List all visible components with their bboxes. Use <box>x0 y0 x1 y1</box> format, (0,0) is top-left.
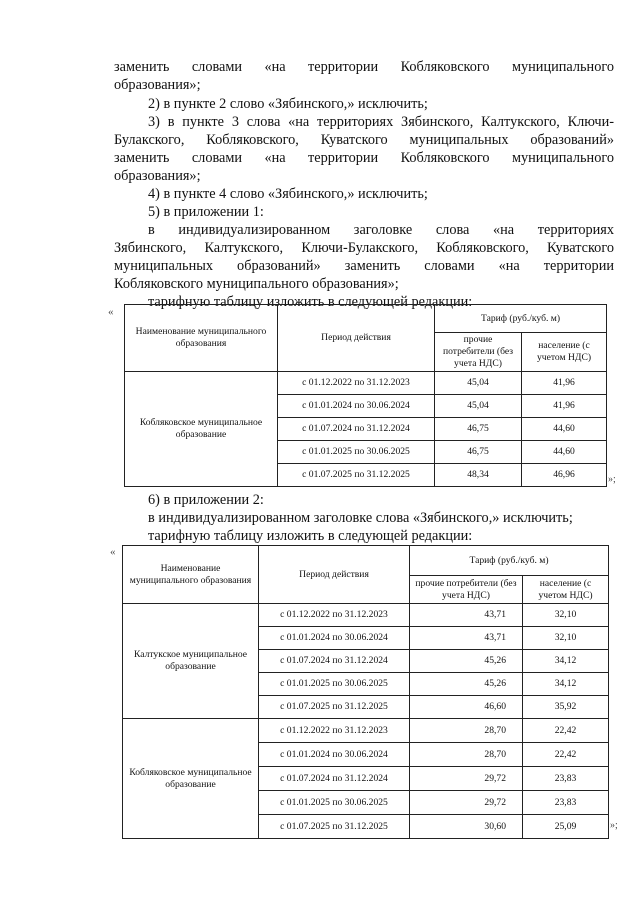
text-line: Зябинского, Калтукского, Ключи-Булакского, Кобляковского, Куватского <box>114 240 614 256</box>
period-cell: с 01.07.2025 по 31.12.2025 <box>259 696 410 719</box>
text-line: 3) в пункте 3 слова «на территориях Зябинского, Калтукского, Ключи- <box>148 114 614 130</box>
population-value: 32,10 <box>523 604 609 627</box>
header-others: прочие потребители (без учета НДС) <box>410 576 523 604</box>
population-value: 41,96 <box>522 372 607 395</box>
text-line: 6) в приложении 2: <box>148 492 264 508</box>
table-row <box>125 372 607 395</box>
municipality-name: Калтукское муниципальное образование <box>123 604 259 719</box>
population-value: 44,60 <box>522 418 607 441</box>
period-cell: с 01.01.2025 по 30.06.2025 <box>278 441 435 464</box>
municipality-name: Кобляковское муниципальное образование <box>125 372 278 487</box>
text-line: муниципальных образований» заменить словами «на территории <box>114 258 614 274</box>
others-value: 30,60 <box>410 815 523 839</box>
period-cell: с 01.07.2025 по 31.12.2025 <box>278 464 435 487</box>
population-value: 32,10 <box>523 627 609 650</box>
population-value: 22,42 <box>523 743 609 767</box>
period-cell: с 01.07.2024 по 31.12.2024 <box>278 418 435 441</box>
text-line: в индивидуализированном заголовке слова «на территориях <box>148 222 614 238</box>
period-cell: с 01.07.2024 по 31.12.2024 <box>259 767 410 791</box>
others-value: 45,04 <box>435 372 522 395</box>
period-cell: с 01.01.2024 по 30.06.2024 <box>278 395 435 418</box>
header-population: население (с учетом НДС) <box>523 576 609 604</box>
others-value: 29,72 <box>410 791 523 815</box>
others-value: 48,34 <box>435 464 522 487</box>
header-tariff: Тариф (руб./куб. м) <box>410 546 609 576</box>
period-cell: с 01.01.2024 по 30.06.2024 <box>259 743 410 767</box>
municipality-name: Кобляковское муниципальное образование <box>123 719 259 839</box>
others-value: 43,71 <box>410 627 523 650</box>
open-quote: « <box>108 306 114 318</box>
closing-quote: »; <box>610 820 618 831</box>
text-line: заменить словами «на территории Кобляковского муниципального <box>114 150 614 166</box>
period-cell: с 01.07.2024 по 31.12.2024 <box>259 650 410 673</box>
header-population: население (с учетом НДС) <box>522 333 607 372</box>
text-line: заменить словами «на территории Кобляковского муниципального <box>114 59 614 75</box>
population-value: 23,83 <box>523 791 609 815</box>
period-cell: с 01.12.2022 по 31.12.2023 <box>259 719 410 743</box>
others-value: 29,72 <box>410 767 523 791</box>
population-value: 35,92 <box>523 696 609 719</box>
others-value: 43,71 <box>410 604 523 627</box>
text-line: тарифную таблицу изложить в следующей редакции: <box>148 294 473 310</box>
others-value: 46,75 <box>435 441 522 464</box>
open-quote: « <box>110 546 116 558</box>
header-period: Период действия <box>278 305 435 372</box>
population-value: 25,09 <box>523 815 609 839</box>
population-value: 34,12 <box>523 650 609 673</box>
others-value: 45,26 <box>410 673 523 696</box>
text-line: Булакского, Кобляковского, Куватского муниципальных образований» <box>114 132 614 148</box>
period-cell: с 01.01.2024 по 30.06.2024 <box>259 627 410 650</box>
text-line: образования»; <box>114 77 201 93</box>
closing-quote: »; <box>608 474 616 485</box>
header-others: прочие потребители (без учета НДС) <box>435 333 522 372</box>
population-value: 46,96 <box>522 464 607 487</box>
text-line: 5) в приложении 1: <box>148 204 264 220</box>
period-cell: с 01.12.2022 по 31.12.2023 <box>259 604 410 627</box>
table-row <box>123 719 609 743</box>
text-line: Кобляковского муниципального образования»; <box>114 276 399 292</box>
text-line: тарифную таблицу изложить в следующей редакции: <box>148 528 473 544</box>
population-value: 34,12 <box>523 673 609 696</box>
header-municipality: Наименование муниципального образования <box>123 546 259 604</box>
period-cell: с 01.01.2025 по 30.06.2025 <box>259 791 410 815</box>
period-cell: с 01.07.2025 по 31.12.2025 <box>259 815 410 839</box>
text-line: в индивидуализированном заголовке слова «Зябинского,» исключить; <box>148 510 573 526</box>
others-value: 45,26 <box>410 650 523 673</box>
text-line: 2) в пункте 2 слово «Зябинского,» исключить; <box>148 96 428 112</box>
population-value: 23,83 <box>523 767 609 791</box>
header-period: Период действия <box>259 546 410 604</box>
population-value: 44,60 <box>522 441 607 464</box>
header-tariff: Тариф (руб./куб. м) <box>435 305 607 333</box>
period-cell: с 01.12.2022 по 31.12.2023 <box>278 372 435 395</box>
population-value: 41,96 <box>522 395 607 418</box>
population-value: 22,42 <box>523 719 609 743</box>
header-municipality: Наименование муниципального образования <box>125 305 278 372</box>
period-cell: с 01.01.2025 по 30.06.2025 <box>259 673 410 696</box>
others-value: 28,70 <box>410 719 523 743</box>
tariff-table-1 <box>124 304 607 487</box>
others-value: 46,60 <box>410 696 523 719</box>
table-row <box>123 604 609 627</box>
others-value: 45,04 <box>435 395 522 418</box>
others-value: 46,75 <box>435 418 522 441</box>
tariff-table-2 <box>122 545 609 839</box>
others-value: 28,70 <box>410 743 523 767</box>
text-line: 4) в пункте 4 слово «Зябинского,» исключить; <box>148 186 428 202</box>
text-line: образования»; <box>114 168 201 184</box>
